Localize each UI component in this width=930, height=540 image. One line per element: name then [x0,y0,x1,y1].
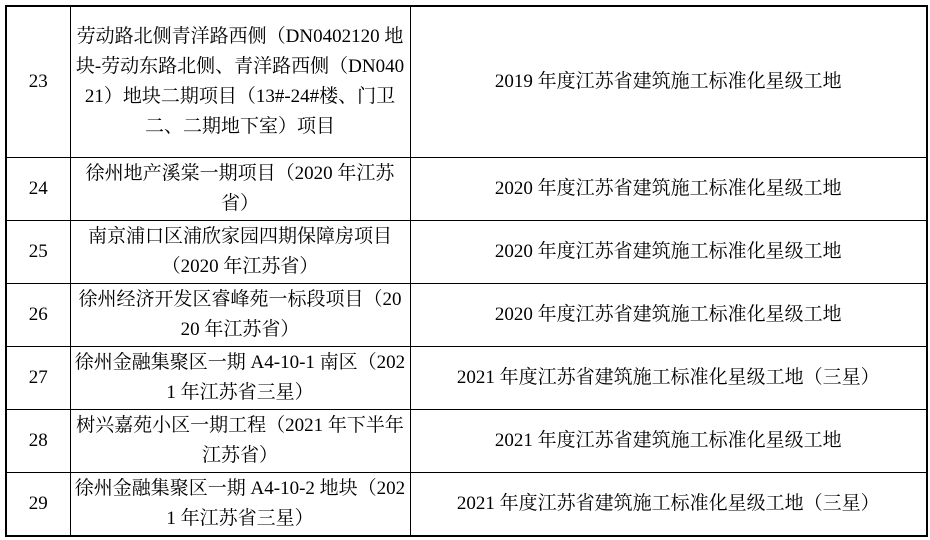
award-title-cell: 2021 年度江苏省建筑施工标准化星级工地 [410,410,927,473]
table-row [6,473,927,537]
project-name-cell: 徐州金融集聚区一期 A4-10-1 南区（2021 年江苏省三星） [70,347,410,410]
award-title-cell: 2020 年度江苏省建筑施工标准化星级工地 [410,221,927,284]
award-title-cell: 2020 年度江苏省建筑施工标准化星级工地 [410,158,927,221]
project-name-cell: 徐州地产溪棠一期项目（2020 年江苏省） [70,158,410,221]
table-row [6,410,927,473]
award-title-cell: 2021 年度江苏省建筑施工标准化星级工地（三星） [410,473,927,537]
row-number-cell: 27 [6,347,70,410]
award-title-cell: 2021 年度江苏省建筑施工标准化星级工地（三星） [410,347,927,410]
project-name-cell: 树兴嘉苑小区一期工程（2021 年下半年江苏省） [70,410,410,473]
table-row [6,221,927,284]
table-row [6,284,927,347]
projects-table [5,5,928,537]
project-name-cell: 徐州金融集聚区一期 A4-10-2 地块（2021 年江苏省三星） [70,473,410,537]
row-number-cell: 29 [6,473,70,537]
project-name-cell: 劳动路北侧青洋路西侧（DN0402120 地块-劳动东路北侧、青洋路西侧（DN04021）地块二期项目（13#-24#楼、门卫二、二期地下室）项目 [70,6,410,158]
row-number-cell: 25 [6,221,70,284]
award-title-cell: 2020 年度江苏省建筑施工标准化星级工地 [410,284,927,347]
award-title-cell: 2019 年度江苏省建筑施工标准化星级工地 [410,6,927,158]
row-number-cell: 24 [6,158,70,221]
row-number-cell: 28 [6,410,70,473]
row-number-cell: 23 [6,6,70,158]
project-name-cell: 南京浦口区浦欣家园四期保障房项目（2020 年江苏省） [70,221,410,284]
table-row [6,158,927,221]
table-row [6,347,927,410]
row-number-cell: 26 [6,284,70,347]
project-name-cell: 徐州经济开发区睿峰苑一标段项目（2020 年江苏省） [70,284,410,347]
table-row [6,6,927,158]
